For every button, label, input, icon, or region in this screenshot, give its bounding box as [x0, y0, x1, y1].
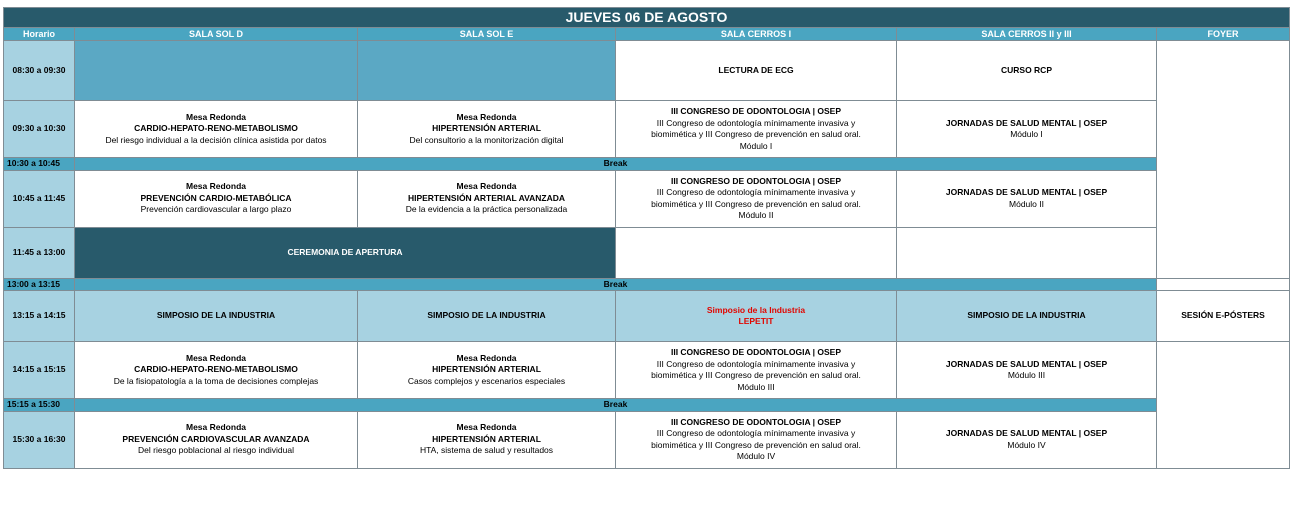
session-subtitle: Del riesgo individual a la decisión clínica asistida por datos	[105, 134, 327, 145]
session-cell	[897, 101, 1157, 158]
time-cell: 13:15 a 14:15	[4, 291, 75, 342]
session-type: Mesa Redonda	[456, 181, 517, 192]
session-module: Módulo IV	[736, 451, 776, 462]
session-title: HIPERTENSIÓN ARTERIAL	[432, 364, 541, 375]
table-row	[4, 342, 1290, 399]
session-cell	[616, 342, 897, 399]
session-desc: biomimética y III Congreso de prevención en salud oral.	[651, 129, 861, 140]
session-module: Módulo I	[1010, 129, 1043, 140]
foyer-empty	[1157, 278, 1290, 290]
session-cell: LECTURA DE ECG	[616, 41, 897, 101]
session-module: Módulo II	[1009, 198, 1044, 209]
session-title: HIPERTENSIÓN ARTERIAL	[432, 123, 541, 134]
break-row	[4, 278, 1290, 290]
session-desc: III Congreso de odontología mínimamente invasiva y	[656, 187, 856, 198]
symposium-cell	[616, 291, 897, 342]
session-subtitle: De la evidencia a la práctica personalizada	[405, 204, 568, 215]
ceremony-cell: CEREMONIA DE APERTURA	[75, 227, 616, 278]
session-subtitle: Prevención cardiovascular a largo plazo	[140, 204, 292, 215]
symposium-cell: SIMPOSIO DE LA INDUSTRIA	[897, 291, 1157, 342]
session-type: Mesa Redonda	[456, 422, 517, 433]
session-title: III CONGRESO DE ODONTOLOGIA | OSEP	[670, 347, 842, 358]
session-title: CARDIO-HEPATO-RENO-METABOLISMO	[134, 364, 298, 375]
session-type: Mesa Redonda	[186, 422, 246, 433]
session-desc: biomimética y III Congreso de prevención en salud oral.	[651, 439, 861, 450]
session-cell	[616, 170, 897, 227]
break-row	[4, 158, 1290, 170]
header-horario: Horario	[4, 28, 75, 41]
session-title: JORNADAS DE SALUD MENTAL | OSEP	[945, 187, 1108, 198]
session-type: Mesa Redonda	[456, 111, 517, 122]
session-type: Mesa Redonda	[186, 352, 246, 363]
header-row	[4, 28, 1290, 41]
break-label: Break	[75, 399, 1157, 411]
session-cell	[358, 170, 616, 227]
session-module: Módulo II	[738, 210, 774, 221]
table-row	[4, 170, 1290, 227]
session-sponsor: LEPETIT	[738, 316, 774, 327]
time-cell: 09:30 a 10:30	[4, 101, 75, 158]
time-cell: 15:30 a 16:30	[4, 411, 75, 468]
time-cell: 13:00 a 13:15	[4, 278, 75, 290]
session-cell	[75, 170, 358, 227]
time-cell: 14:15 a 15:15	[4, 342, 75, 399]
session-cell	[616, 411, 897, 468]
symposium-cell: SIMPOSIO DE LA INDUSTRIA	[75, 291, 358, 342]
header-sala-sol-d: SALA SOL D	[75, 28, 358, 41]
session-subtitle: Casos complejos y escenarios especiales	[407, 375, 566, 386]
foyer-empty	[1157, 342, 1290, 468]
session-title: Simposio de la Industria	[706, 304, 806, 315]
header-sala-cerros-ii-iii: SALA CERROS II y III	[897, 28, 1157, 41]
time-cell: 10:30 a 10:45	[4, 158, 75, 170]
session-type: Mesa Redonda	[456, 352, 517, 363]
break-label: Break	[75, 158, 1157, 170]
session-subtitle: Del riesgo poblacional al riesgo individual	[138, 445, 294, 456]
table-row	[4, 291, 1290, 342]
empty-slot	[75, 41, 358, 101]
session-desc: III Congreso de odontología mínimamente invasiva y	[656, 428, 856, 439]
session-subtitle: De la fisiopatología a la toma de decisiones complejas	[113, 375, 319, 386]
table-row	[4, 41, 1290, 101]
time-cell: 10:45 a 11:45	[4, 170, 75, 227]
session-cell	[616, 101, 897, 158]
time-cell: 11:45 a 13:00	[4, 227, 75, 278]
session-module: Módulo III	[737, 381, 775, 392]
session-cell	[897, 170, 1157, 227]
empty-slot	[358, 41, 616, 101]
session-title: CARDIO-HEPATO-RENO-METABOLISMO	[134, 123, 298, 134]
session-title: III CONGRESO DE ODONTOLOGIA | OSEP	[670, 175, 842, 186]
session-cell: CURSO RCP	[897, 41, 1157, 101]
session-title: JORNADAS DE SALUD MENTAL | OSEP	[945, 117, 1108, 128]
session-title: III CONGRESO DE ODONTOLOGIA | OSEP	[670, 106, 842, 117]
session-subtitle: Del consultorio a la monitorización digital	[409, 134, 564, 145]
foyer-session: SESIÓN E-PÓSTERS	[1157, 291, 1290, 342]
schedule-title: JUEVES 06 DE AGOSTO	[4, 8, 1290, 28]
session-cell	[75, 342, 358, 399]
session-desc: biomimética y III Congreso de prevención en salud oral.	[651, 198, 861, 209]
break-row	[4, 399, 1290, 411]
header-sala-sol-e: SALA SOL E	[358, 28, 616, 41]
session-title: PREVENCIÓN CARDIO-METABÓLICA	[140, 192, 292, 203]
title-row	[4, 8, 1290, 28]
time-cell: 08:30 a 09:30	[4, 41, 75, 101]
session-title: III CONGRESO DE ODONTOLOGIA | OSEP	[670, 416, 842, 427]
session-cell	[358, 342, 616, 399]
table-row	[4, 411, 1290, 468]
session-desc: III Congreso de odontología mínimamente invasiva y	[656, 358, 856, 369]
session-cell	[358, 101, 616, 158]
session-module: Módulo I	[739, 140, 773, 151]
session-subtitle: HTA, sistema de salud y resultados	[419, 445, 554, 456]
header-foyer: FOYER	[1157, 28, 1290, 41]
session-cell	[358, 411, 616, 468]
foyer-empty	[1157, 41, 1290, 278]
session-title: HIPERTENSIÓN ARTERIAL	[432, 433, 541, 444]
empty-slot	[897, 227, 1157, 278]
header-sala-cerros-i: SALA CERROS I	[616, 28, 897, 41]
session-type: Mesa Redonda	[186, 111, 246, 122]
session-cell	[897, 411, 1157, 468]
session-title: HIPERTENSIÓN ARTERIAL AVANZADA	[407, 192, 566, 203]
session-desc: biomimética y III Congreso de prevención en salud oral.	[651, 370, 861, 381]
session-title: JORNADAS DE SALUD MENTAL | OSEP	[945, 428, 1108, 439]
session-module: Módulo IV	[1007, 439, 1046, 450]
break-label: Break	[75, 278, 1157, 290]
session-cell	[75, 411, 358, 468]
table-row	[4, 227, 1290, 278]
time-cell: 15:15 a 15:30	[4, 399, 75, 411]
session-cell	[75, 101, 358, 158]
schedule-table	[3, 7, 1290, 469]
empty-slot	[616, 227, 897, 278]
session-title: JORNADAS DE SALUD MENTAL | OSEP	[945, 358, 1108, 369]
session-type: Mesa Redonda	[186, 181, 246, 192]
session-cell	[897, 342, 1157, 399]
session-title: PREVENCIÓN CARDIOVASCULAR AVANZADA	[122, 433, 310, 444]
session-desc: III Congreso de odontología mínimamente invasiva y	[656, 117, 856, 128]
session-module: Módulo III	[1007, 370, 1046, 381]
table-row	[4, 101, 1290, 158]
symposium-cell: SIMPOSIO DE LA INDUSTRIA	[358, 291, 616, 342]
